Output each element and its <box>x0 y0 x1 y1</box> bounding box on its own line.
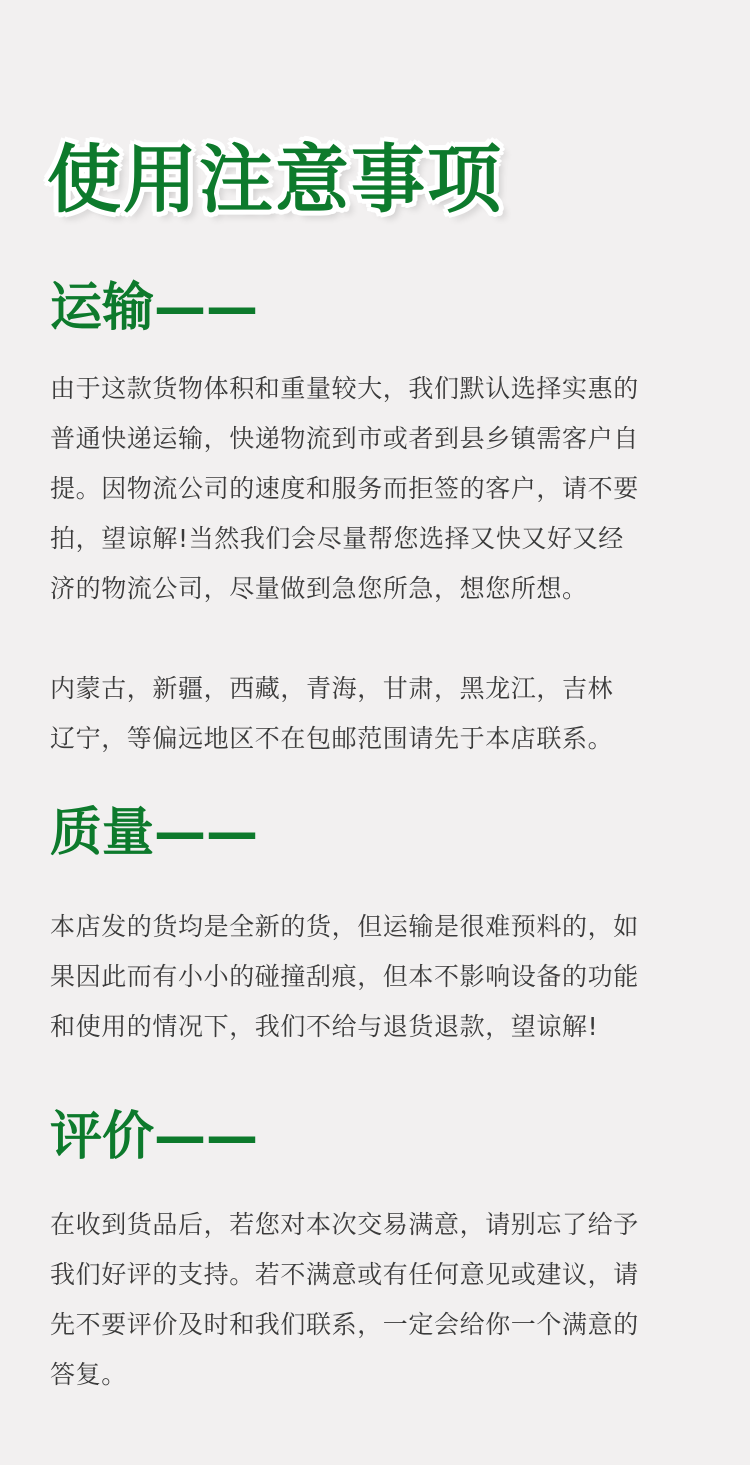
review-paragraph <box>50 1200 710 1400</box>
section-heading-quality: 质量—— <box>50 803 259 863</box>
text-line: 由于这款货物体积和重量较大，我们默认选择实惠的 <box>50 374 639 403</box>
text-line: 先不要评价及时和我们联系，一定会给你一个满意的 <box>50 1310 639 1339</box>
text-line: 果因此而有小小的碰撞刮痕，但本不影响设备的功能 <box>50 962 639 991</box>
section-heading-shipping: 运输—— <box>50 278 259 338</box>
text-line: 和使用的情况下，我们不给与退货退款，望谅解! <box>50 1012 599 1041</box>
text-line: 内蒙古，新疆，西藏，青海，甘肃，黑龙江，吉林 <box>50 674 614 703</box>
page-title: 使用注意事项 <box>47 137 503 223</box>
text-line: 辽宁，等偏远地区不在包邮范围请先于本店联系。 <box>50 724 614 753</box>
section-heading-review: 评价—— <box>50 1107 259 1167</box>
shipping-paragraph-1 <box>50 364 710 614</box>
text-line: 本店发的货均是全新的货，但运输是很难预料的，如 <box>50 912 639 941</box>
quality-paragraph <box>50 902 710 1052</box>
text-line: 在收到货品后，若您对本次交易满意，请别忘了给予 <box>50 1210 639 1239</box>
text-line: 答复。 <box>50 1360 127 1389</box>
text-line: 提。因物流公司的速度和服务而拒签的客户，请不要 <box>50 474 639 503</box>
text-line: 我们好评的支持。若不满意或有任何意见或建议，请 <box>50 1260 639 1289</box>
text-line: 拍，望谅解!当然我们会尽量帮您选择又快又好又经 <box>50 524 624 553</box>
text-line: 济的物流公司，尽量做到急您所急，想您所想。 <box>50 574 588 603</box>
text-line: 普通快递运输，快递物流到市或者到县乡镇需客户自 <box>50 424 639 453</box>
shipping-paragraph-2 <box>50 664 710 764</box>
